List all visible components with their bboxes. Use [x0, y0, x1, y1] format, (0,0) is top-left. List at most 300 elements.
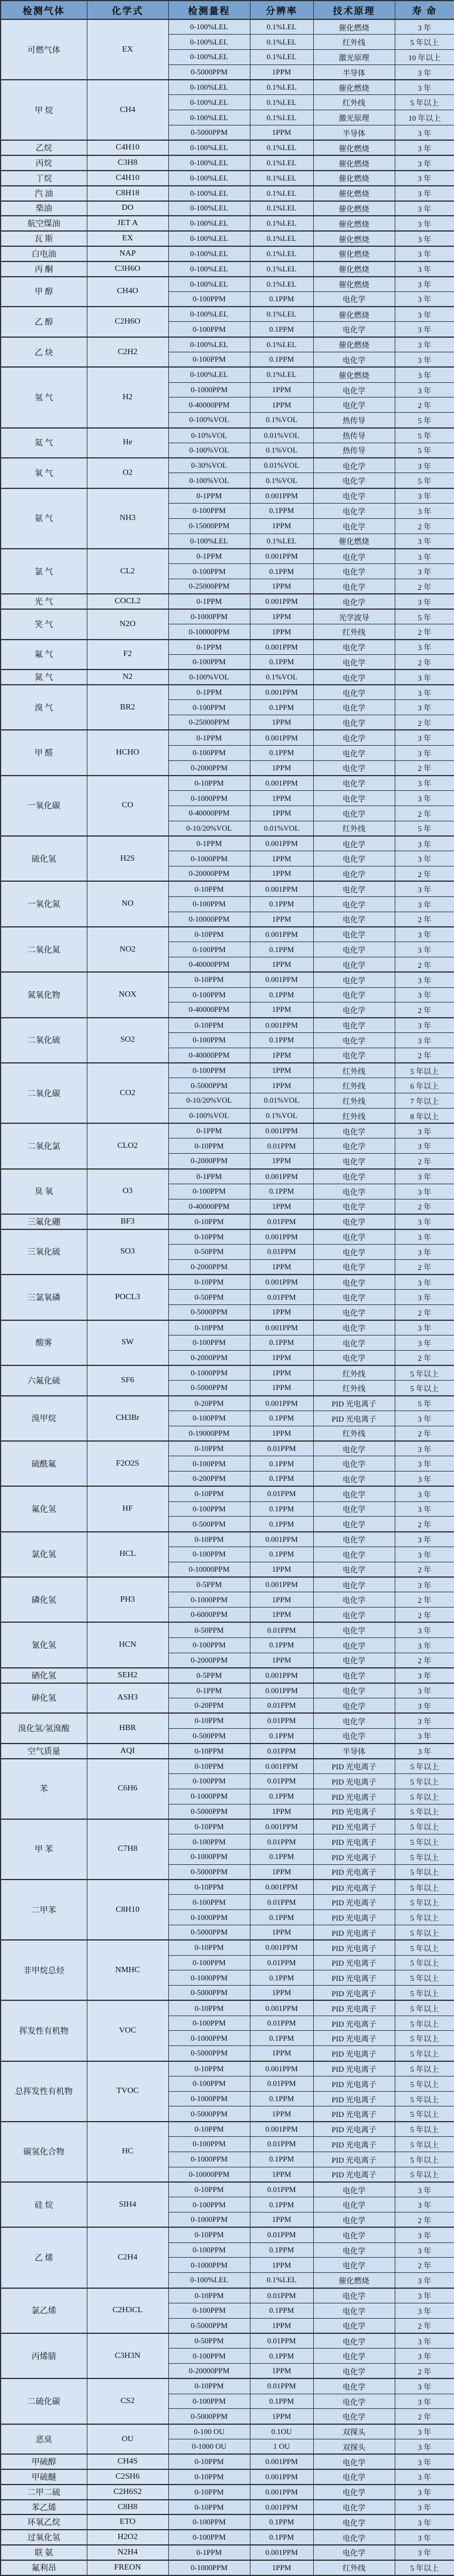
- range-cell: 0-2000PPM: [168, 760, 250, 776]
- table-row: [1, 2288, 454, 2303]
- range-cell: 0-25000PPM: [168, 715, 250, 730]
- lifespan-cell: 2 年: [395, 1002, 454, 1018]
- gas-name-cell: 苯乙烯: [1, 2500, 87, 2515]
- lifespan-cell: 2 年: [395, 1608, 454, 1623]
- lifespan-cell: 2 年: [395, 2258, 454, 2273]
- formula-cell: C8H10: [87, 1880, 168, 1940]
- lifespan-cell: 3 年: [395, 549, 454, 564]
- range-cell: 0-100PPM: [168, 987, 250, 1002]
- resolution-cell: 0.1%LEL: [250, 337, 313, 352]
- formula-cell: HCL: [87, 1532, 168, 1577]
- table-row: [1, 2514, 454, 2530]
- formula-cell: He: [87, 428, 168, 458]
- principle-cell: 电化学: [313, 1441, 395, 1456]
- gas-name-cell: 甲 醛: [1, 730, 87, 775]
- resolution-cell: 0.01PPM: [250, 2333, 313, 2349]
- range-cell: 0-10PPM: [168, 2122, 250, 2137]
- lifespan-cell: 5 年: [395, 413, 454, 428]
- range-cell: 0-10PPM: [168, 2485, 250, 2500]
- principle-cell: PID 光电离子: [313, 1804, 395, 1819]
- lifespan-cell: 3 年: [395, 2454, 454, 2469]
- principle-cell: 红外线: [313, 2560, 395, 2575]
- resolution-cell: 0.001PPM: [250, 2469, 313, 2485]
- lifespan-cell: 3 年: [395, 1744, 454, 1759]
- table-row: [1, 201, 454, 216]
- resolution-cell: 0.01PPM: [250, 1622, 313, 1637]
- principle-cell: 电化学: [313, 640, 395, 655]
- table-row: [1, 261, 454, 277]
- range-cell: 0-10000PPM: [168, 624, 250, 640]
- lifespan-cell: 3 年: [395, 987, 454, 1002]
- principle-cell: 电化学: [313, 1577, 395, 1592]
- lifespan-cell: 5 年以上: [395, 1864, 454, 1880]
- formula-cell: SF6: [87, 1365, 168, 1396]
- lifespan-cell: 2 年: [395, 715, 454, 730]
- lifespan-cell: 5 年以上: [395, 1789, 454, 1804]
- formula-cell: H2S: [87, 836, 168, 881]
- gas-name-cell: 氟化氢: [1, 1486, 87, 1531]
- resolution-cell: 0.1PPM: [250, 987, 313, 1002]
- formula-cell: C3H6O: [87, 261, 168, 277]
- resolution-cell: 1PPM: [250, 1381, 313, 1396]
- table-row: [1, 216, 454, 231]
- principle-cell: 电化学: [313, 1532, 395, 1547]
- lifespan-cell: 3 年: [395, 1320, 454, 1335]
- range-cell: 0-100%LEL: [168, 231, 250, 246]
- resolution-cell: 0.001PPM: [250, 972, 313, 987]
- range-cell: 0-500PPM: [168, 1728, 250, 1744]
- table-row: [1, 1577, 454, 1592]
- principle-cell: 电化学: [313, 1350, 395, 1365]
- range-cell: 0-100%LEL: [168, 337, 250, 352]
- principle-cell: 电化学: [313, 1637, 395, 1653]
- resolution-cell: 0.1PPM: [250, 2530, 313, 2545]
- range-cell: 0-10PPM: [168, 1819, 250, 1834]
- range-cell: 0-100%LEL: [168, 19, 250, 35]
- lifespan-cell: 3 年: [395, 564, 454, 579]
- resolution-cell: 0.1PPM: [250, 1547, 313, 1562]
- resolution-cell: 0.1%VOL: [250, 413, 313, 428]
- table-row: [1, 2000, 454, 2016]
- resolution-cell: 1PPM: [250, 2213, 313, 2228]
- principle-cell: 电化学: [313, 836, 395, 851]
- gas-name-cell: 瓦 斯: [1, 231, 87, 246]
- principle-cell: 红外线: [313, 1426, 395, 1441]
- principle-cell: 红外线: [313, 35, 395, 50]
- formula-cell: CS2: [87, 2378, 168, 2424]
- resolution-cell: 0.01PPM: [250, 1245, 313, 1260]
- principle-cell: 半导体: [313, 125, 395, 141]
- lifespan-cell: 2 年: [395, 957, 454, 972]
- lifespan-cell: 5 年: [395, 443, 454, 458]
- formula-cell: CH3Br: [87, 1396, 168, 1441]
- range-cell: 0-1000PPM: [168, 382, 250, 397]
- range-cell: 0-100PPM: [168, 745, 250, 760]
- principle-cell: PID 光电离子: [313, 1925, 395, 1940]
- formula-cell: EX: [87, 231, 168, 246]
- principle-cell: 电化学: [313, 1622, 395, 1637]
- principle-cell: PID 光电离子: [313, 2091, 395, 2106]
- lifespan-cell: 3 年: [395, 2378, 454, 2394]
- lifespan-cell: 3 年: [395, 881, 454, 896]
- lifespan-cell: 3 年: [395, 2303, 454, 2318]
- gas-name-cell: 航空煤油: [1, 216, 87, 231]
- lifespan-cell: 5 年: [395, 821, 454, 836]
- principle-cell: 电化学: [313, 1728, 395, 1744]
- range-cell: 0-100PPM: [168, 1184, 250, 1199]
- range-cell: 0-100PPM: [168, 564, 250, 579]
- lifespan-cell: 3 年: [395, 927, 454, 942]
- range-cell: 0-5PPM: [168, 1668, 250, 1683]
- table-row: [1, 2454, 454, 2469]
- table-row: [1, 2485, 454, 2500]
- formula-cell: F2: [87, 640, 168, 670]
- range-cell: 0-5000PPM: [168, 1986, 250, 2001]
- lifespan-cell: 3 年: [395, 776, 454, 791]
- gas-name-cell: 碳氢化合物: [1, 2122, 87, 2182]
- lifespan-cell: 3 年: [395, 382, 454, 397]
- principle-cell: 催化燃烧: [313, 307, 395, 322]
- resolution-cell: 0.1PPM: [250, 2242, 313, 2258]
- range-cell: 0-1000 OU: [168, 2439, 250, 2455]
- principle-cell: 电化学: [313, 745, 395, 760]
- lifespan-cell: 3 年: [395, 2530, 454, 2545]
- resolution-cell: 0.01PPM: [250, 2076, 313, 2091]
- gas-name-cell: 二甲二硫: [1, 2485, 87, 2500]
- range-cell: 0-1PPM: [168, 594, 250, 609]
- range-cell: 0-1PPM: [168, 549, 250, 564]
- resolution-cell: 0.1%VOL: [250, 473, 313, 488]
- lifespan-cell: 3 年: [395, 836, 454, 851]
- gas-name-cell: 三氯氧磷: [1, 1275, 87, 1320]
- resolution-cell: 0.01PPM: [250, 2227, 313, 2242]
- lifespan-cell: 2 年: [395, 1592, 454, 1608]
- formula-cell: POCL3: [87, 1275, 168, 1320]
- range-cell: 0-100PPM: [168, 2349, 250, 2364]
- resolution-cell: 1PPM: [250, 624, 313, 640]
- gas-name-cell: 甲 醇: [1, 277, 87, 307]
- lifespan-cell: 8 年以上: [395, 1108, 454, 1123]
- range-cell: 0-100PPM: [168, 896, 250, 912]
- range-cell: 0-100%LEL: [168, 261, 250, 277]
- gas-name-cell: 挥发性有机物: [1, 2000, 87, 2061]
- principle-cell: 电化学: [313, 1486, 395, 1501]
- resolution-cell: 0.1%LEL: [250, 2273, 313, 2288]
- principle-cell: 电化学: [313, 715, 395, 730]
- lifespan-cell: 5 年: [395, 473, 454, 488]
- gas-name-cell: 一氧化碳: [1, 776, 87, 836]
- lifespan-cell: 3 年: [395, 594, 454, 609]
- formula-cell: NH3: [87, 488, 168, 549]
- table-row: [1, 2560, 454, 2575]
- principle-cell: 催化燃烧: [313, 367, 395, 382]
- lifespan-cell: 3 年: [395, 64, 454, 80]
- range-cell: 0-10PPM: [168, 2061, 250, 2077]
- range-cell: 0-100PPM: [168, 2303, 250, 2318]
- table-row: [1, 685, 454, 700]
- range-cell: 0-1000PPM: [168, 1849, 250, 1864]
- range-cell: 0-1PPM: [168, 2545, 250, 2560]
- range-cell: 0-100%LEL: [168, 155, 250, 171]
- resolution-cell: 0.001PPM: [250, 549, 313, 564]
- resolution-cell: 0.1PPM: [250, 2031, 313, 2046]
- resolution-cell: 0.001PPM: [250, 1018, 313, 1033]
- range-cell: 0-10PPM: [168, 1486, 250, 1501]
- gas-name-cell: 总挥发性有机物: [1, 2061, 87, 2122]
- resolution-cell: 0.1%LEL: [250, 35, 313, 50]
- range-cell: 0-100%LEL: [168, 533, 250, 549]
- principle-cell: 红外线: [313, 1108, 395, 1123]
- range-cell: 0-10PPM: [168, 2469, 250, 2485]
- lifespan-cell: 3 年: [395, 1018, 454, 1033]
- lifespan-cell: 2 年: [395, 2318, 454, 2333]
- formula-cell: F2O2S: [87, 1441, 168, 1486]
- principle-cell: PID 光电离子: [313, 1834, 395, 1850]
- gas-name-cell: 过氧化氢: [1, 2530, 87, 2545]
- range-cell: 0-10PPM: [168, 2378, 250, 2394]
- gas-name-cell: 甲硫醚: [1, 2469, 87, 2485]
- lifespan-cell: 5 年以上: [395, 1986, 454, 2001]
- lifespan-cell: 5 年以上: [395, 2122, 454, 2137]
- range-cell: 0-5000PPM: [168, 1925, 250, 1940]
- lifespan-cell: 3 年: [395, 1123, 454, 1139]
- principle-cell: PID 光电离子: [313, 1970, 395, 1986]
- formula-cell: CO: [87, 776, 168, 836]
- table-row: [1, 2469, 454, 2485]
- lifespan-cell: 3 年: [395, 791, 454, 806]
- principle-cell: 电化学: [313, 1683, 395, 1698]
- gas-name-cell: 溴甲烷: [1, 1396, 87, 1441]
- resolution-cell: 0.1%LEL: [250, 533, 313, 549]
- range-cell: 0-100%LEL: [168, 35, 250, 50]
- gas-name-cell: 氯 气: [1, 549, 87, 594]
- range-cell: 0-10PPM: [168, 1214, 250, 1229]
- lifespan-cell: 3 年: [395, 745, 454, 760]
- table-row: [1, 2424, 454, 2439]
- resolution-cell: 0.01PPM: [250, 2378, 313, 2394]
- table-row: [1, 80, 454, 95]
- lifespan-cell: 3 年: [395, 1713, 454, 1728]
- resolution-cell: 0.001PPM: [250, 881, 313, 896]
- resolution-cell: 1PPM: [250, 1350, 313, 1365]
- table-row: [1, 155, 454, 171]
- range-cell: 0-10PPM: [168, 2182, 250, 2197]
- range-cell: 0-100PPM: [168, 2137, 250, 2152]
- gas-name-cell: 氮 气: [1, 670, 87, 685]
- lifespan-cell: 10 年以上: [395, 110, 454, 125]
- resolution-cell: 0.001PPM: [250, 594, 313, 609]
- resolution-cell: 1PPM: [250, 2106, 313, 2122]
- principle-cell: 电化学: [313, 1320, 395, 1335]
- range-cell: 0-2000PPM: [168, 1259, 250, 1275]
- lifespan-cell: 3 年: [395, 231, 454, 246]
- resolution-cell: 0.01PPM: [250, 2137, 313, 2152]
- gas-name-cell: 砷化氢: [1, 1683, 87, 1714]
- principle-cell: PID 光电离子: [313, 1864, 395, 1880]
- table-row: [1, 2227, 454, 2242]
- formula-cell: N2O: [87, 609, 168, 640]
- table-row: [1, 337, 454, 352]
- range-cell: 0-10000PPM: [168, 2167, 250, 2182]
- principle-cell: 电化学: [313, 458, 395, 473]
- range-cell: 0-40000PPM: [168, 397, 250, 413]
- resolution-cell: 1PPM: [250, 806, 313, 821]
- lifespan-cell: 3 年: [395, 1547, 454, 1562]
- resolution-cell: 0.1PPM: [250, 2303, 313, 2318]
- formula-cell: PH3: [87, 1577, 168, 1622]
- lifespan-cell: 3 年: [395, 291, 454, 307]
- gas-name-cell: 三氧化硫: [1, 1229, 87, 1275]
- resolution-cell: 0.001PPM: [250, 730, 313, 745]
- range-cell: 0-10PPM: [168, 1744, 250, 1759]
- principle-cell: 电化学: [313, 2197, 395, 2213]
- principle-cell: 电化学: [313, 564, 395, 579]
- range-cell: 0-1000PPM: [168, 1970, 250, 1986]
- formula-cell: N2: [87, 670, 168, 685]
- principle-cell: PID 光电离子: [313, 1396, 395, 1411]
- lifespan-cell: 5 年以上: [395, 1895, 454, 1910]
- table-row: [1, 2182, 454, 2197]
- principle-cell: 半导体: [313, 64, 395, 80]
- range-cell: 0-10PPM: [168, 881, 250, 896]
- formula-cell: SO2: [87, 1018, 168, 1063]
- range-cell: 0-100PPM: [168, 1335, 250, 1350]
- formula-cell: CH4: [87, 80, 168, 140]
- range-cell: 0-100PPM: [168, 352, 250, 368]
- lifespan-cell: 5 年: [395, 609, 454, 624]
- range-cell: 0-100%LEL: [168, 95, 250, 110]
- lifespan-cell: 3 年: [395, 246, 454, 261]
- table-row: [1, 2333, 454, 2349]
- principle-cell: 电化学: [313, 987, 395, 1002]
- principle-cell: 电化学: [313, 2227, 395, 2242]
- principle-cell: PID 光电离子: [313, 1986, 395, 2001]
- table-row: [1, 640, 454, 655]
- resolution-cell: 1PPM: [250, 1199, 313, 1214]
- resolution-cell: 0.01PPM: [250, 2182, 313, 2197]
- column-header-resolution: 分辨率: [250, 1, 313, 19]
- principle-cell: PID 光电离子: [313, 2061, 395, 2077]
- resolution-cell: 1PPM: [250, 579, 313, 594]
- resolution-cell: 0.001PPM: [250, 1880, 313, 1895]
- gas-name-cell: 氢 气: [1, 367, 87, 427]
- formula-cell: O3: [87, 1169, 168, 1214]
- range-cell: 0-100%VOL: [168, 413, 250, 428]
- resolution-cell: 1PPM: [250, 791, 313, 806]
- range-cell: 0-1000PPM: [168, 791, 250, 806]
- range-cell: 0-100%LEL: [168, 216, 250, 231]
- range-cell: 0-10PPM: [168, 1275, 250, 1290]
- gas-name-cell: 汽 油: [1, 186, 87, 201]
- range-cell: 0-10PPM: [168, 1441, 250, 1456]
- lifespan-cell: 3 年: [395, 458, 454, 473]
- lifespan-cell: 3 年: [395, 1411, 454, 1426]
- principle-cell: 电化学: [313, 322, 395, 337]
- principle-cell: PID 光电离子: [313, 2046, 395, 2061]
- range-cell: 0-100PPM: [168, 2016, 250, 2031]
- range-cell: 0-10/20%VOL: [168, 821, 250, 836]
- range-cell: 0-10000PPM: [168, 1562, 250, 1577]
- lifespan-cell: 3 年: [395, 186, 454, 201]
- resolution-cell: 1PPM: [250, 1305, 313, 1320]
- resolution-cell: 1PPM: [250, 1259, 313, 1275]
- formula-cell: C2H4: [87, 2227, 168, 2288]
- range-cell: 0-5000PPM: [168, 2046, 250, 2061]
- principle-cell: PID 光电离子: [313, 1849, 395, 1864]
- formula-cell: HC: [87, 2122, 168, 2182]
- table-row: [1, 488, 454, 504]
- lifespan-cell: 3 年: [395, 216, 454, 231]
- gas-name-cell: 氨 气: [1, 488, 87, 549]
- principle-cell: PID 光电离子: [313, 2106, 395, 2122]
- principle-cell: 电化学: [313, 1562, 395, 1577]
- formula-cell: CL2: [87, 549, 168, 594]
- resolution-cell: 0.1PPM: [250, 564, 313, 579]
- lifespan-cell: 3 年: [395, 171, 454, 186]
- formula-cell: SW: [87, 1320, 168, 1365]
- principle-cell: 催化燃烧: [313, 216, 395, 231]
- principle-cell: 催化燃烧: [313, 201, 395, 216]
- principle-cell: 红外线: [313, 1381, 395, 1396]
- range-cell: 0-100PPM: [168, 1955, 250, 1970]
- lifespan-cell: 3 年: [395, 2439, 454, 2455]
- lifespan-cell: 5 年以上: [395, 95, 454, 110]
- gas-name-cell: 一氧化氮: [1, 881, 87, 926]
- resolution-cell: 0.001PPM: [250, 1275, 313, 1290]
- formula-cell: FREON: [87, 2560, 168, 2575]
- resolution-cell: 0.1PPM: [250, 1184, 313, 1199]
- principle-cell: 电化学: [313, 2318, 395, 2333]
- formula-cell: NO: [87, 881, 168, 926]
- formula-cell: NOX: [87, 972, 168, 1017]
- range-cell: 0-1PPM: [168, 730, 250, 745]
- range-cell: 0-1000PPM: [168, 2031, 250, 2046]
- resolution-cell: 0.001PPM: [250, 640, 313, 655]
- principle-cell: 电化学: [313, 2469, 395, 2485]
- lifespan-cell: 5 年以上: [395, 1063, 454, 1078]
- formula-cell: H2O2: [87, 2530, 168, 2545]
- lifespan-cell: 2 年: [395, 1048, 454, 1063]
- resolution-cell: 1PPM: [250, 2046, 313, 2061]
- lifespan-cell: 3 年: [395, 19, 454, 35]
- column-header-formula: 化学式: [87, 1, 168, 19]
- range-cell: 0-100PPM: [168, 322, 250, 337]
- formula-cell: ETO: [87, 2514, 168, 2530]
- lifespan-cell: 3 年: [395, 1214, 454, 1229]
- principle-cell: 催化燃烧: [313, 186, 395, 201]
- resolution-cell: 0.001PPM: [250, 1759, 313, 1774]
- resolution-cell: 1PPM: [250, 64, 313, 80]
- principle-cell: 热传导: [313, 428, 395, 443]
- range-cell: 0-10PPM: [168, 1532, 250, 1547]
- principle-cell: 电化学: [313, 397, 395, 413]
- range-cell: 0-2000PPM: [168, 1350, 250, 1365]
- range-cell: 0-100PPM: [168, 2242, 250, 2258]
- table-row: [1, 171, 454, 186]
- table-row: [1, 277, 454, 292]
- principle-cell: PID 光电离子: [313, 1759, 395, 1774]
- resolution-cell: 0.1PPM: [250, 942, 313, 957]
- principle-cell: 电化学: [313, 2394, 395, 2409]
- table-row: [1, 1169, 454, 1184]
- table-row: [1, 1365, 454, 1381]
- principle-cell: 电化学: [313, 1002, 395, 1018]
- lifespan-cell: 2 年: [395, 1517, 454, 1532]
- lifespan-cell: 2 年: [395, 1562, 454, 1577]
- resolution-cell: 0.1PPM: [250, 2197, 313, 2213]
- lifespan-cell: 5 年以上: [395, 2046, 454, 2061]
- table-row: [1, 1018, 454, 1033]
